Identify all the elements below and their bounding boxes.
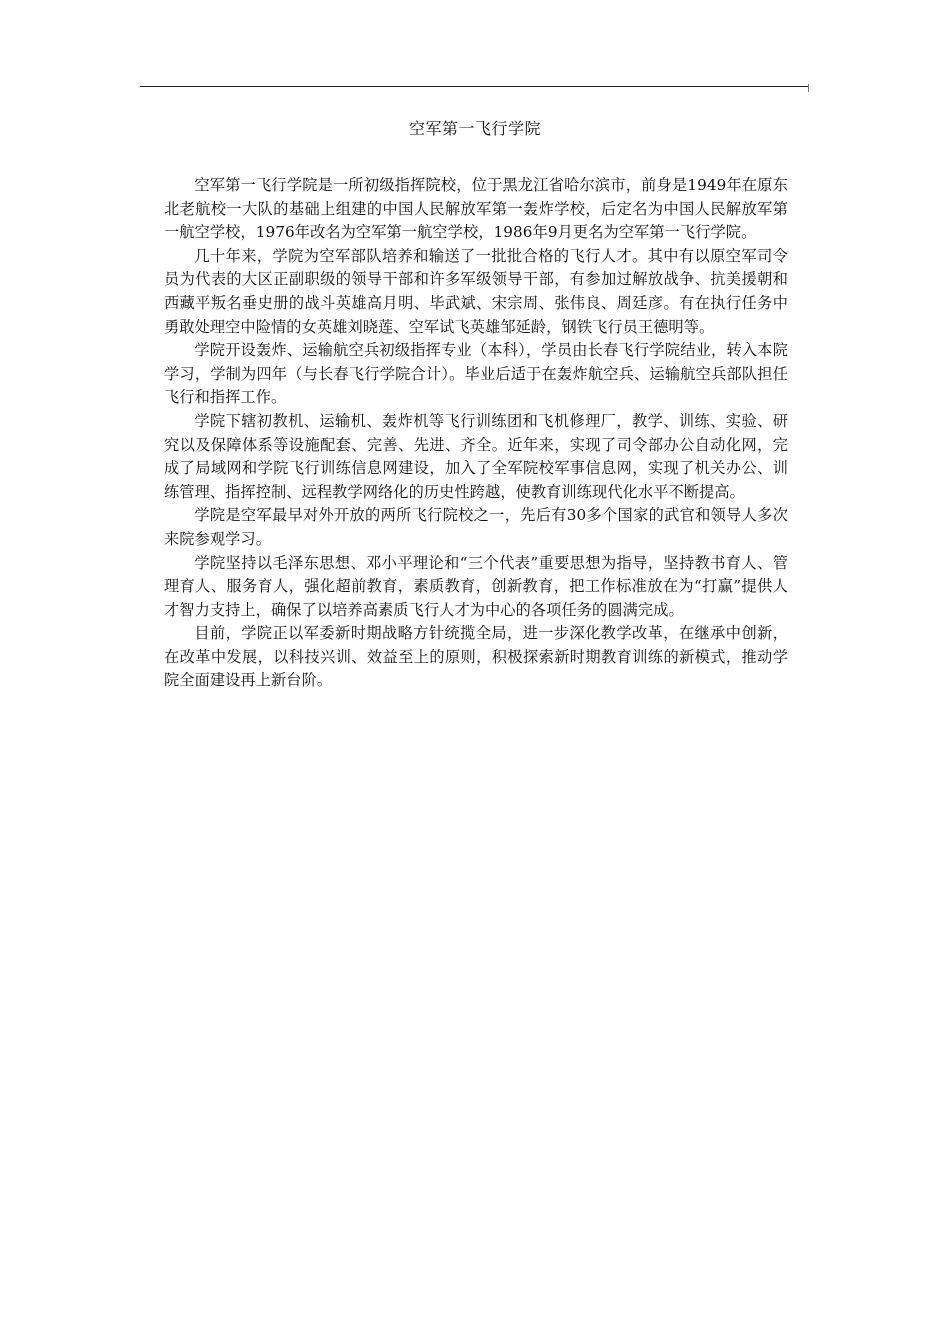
paragraph-outlook: 目前，学院正以军委新时期战略方针统揽全局，进一步深化教学改革，在继承中创新，在改革中发展，以科技兴训、效益至上的原则，积极探索新时期教育训练的新模式，推动学院全面建设再上新台阶。 (164, 624, 788, 690)
paragraph-facilities: 学院下辖初教机、运输机、轰炸机等飞行训练团和飞机修理厂，教学、训练、实验、研究以及保障体系等设施配套、完善、先进、齐全。近年来，实现了司令部办公自动化网，完成了局域网和学院飞行训练信息网建设，加入了全军院校军事信息网，实现了机关办公、训练管理、指挥控制、远程教学网络化的历史性跨越，使教育训练现代化水平不断提高。 (164, 411, 788, 501)
header-rule (140, 86, 808, 87)
paragraph-talents: 几十年来，学院为空军部队培养和输送了一批批合格的飞行人才。其中有以原空军司令员为代表的大区正副职级的领导干部和许多军级领导干部，有参加过解放战争、抗美援朝和西藏平叛名垂史册的战斗英雄高月明、毕武斌、宋宗周、张伟良、周廷彦。有在执行任务中勇敢处理空中险情的女英雄刘晓莲、空军试飞英雄邹延龄，钢铁飞行员王德明等。 (164, 246, 788, 336)
document-body (164, 174, 788, 693)
paragraph-guidance: 学院坚持以毛泽东思想、邓小平理论和“三个代表”重要思想为指导，坚持教书育人、管理育人、服务育人，强化超前教育，素质教育，创新教育，把工作标准放在为“打赢”提供人才智力支持上，确保了以培养高素质飞行人才为中心的各项任务的圆满完成。 (164, 553, 788, 619)
paragraph-history: 空军第一飞行学院是一所初级指挥院校，位于黑龙江省哈尔滨市，前身是1949年在原东北老航校一大队的基础上组建的中国人民解放军第一轰炸学校，后定名为中国人民解放军第一航空学校，1976年改名为空军第一航空学校，1986年9月更名为空军第一飞行学院。 (164, 176, 788, 242)
document-title: 空军第一飞行学院 (408, 119, 541, 138)
paragraph-programs: 学院开设轰炸、运输航空兵初级指挥专业（本科），学员由长春飞行学院结业，转入本院学习，学制为四年（与长春飞行学院合计）。毕业后适于在轰炸航空兵、运输航空兵部队担任飞行和指挥工作。 (164, 341, 788, 407)
header-rule-tick (808, 84, 809, 92)
paragraph-exchange: 学院是空军最早对外开放的两所飞行院校之一，先后有30多个国家的武官和领导人多次来院参观学习。 (164, 506, 788, 548)
